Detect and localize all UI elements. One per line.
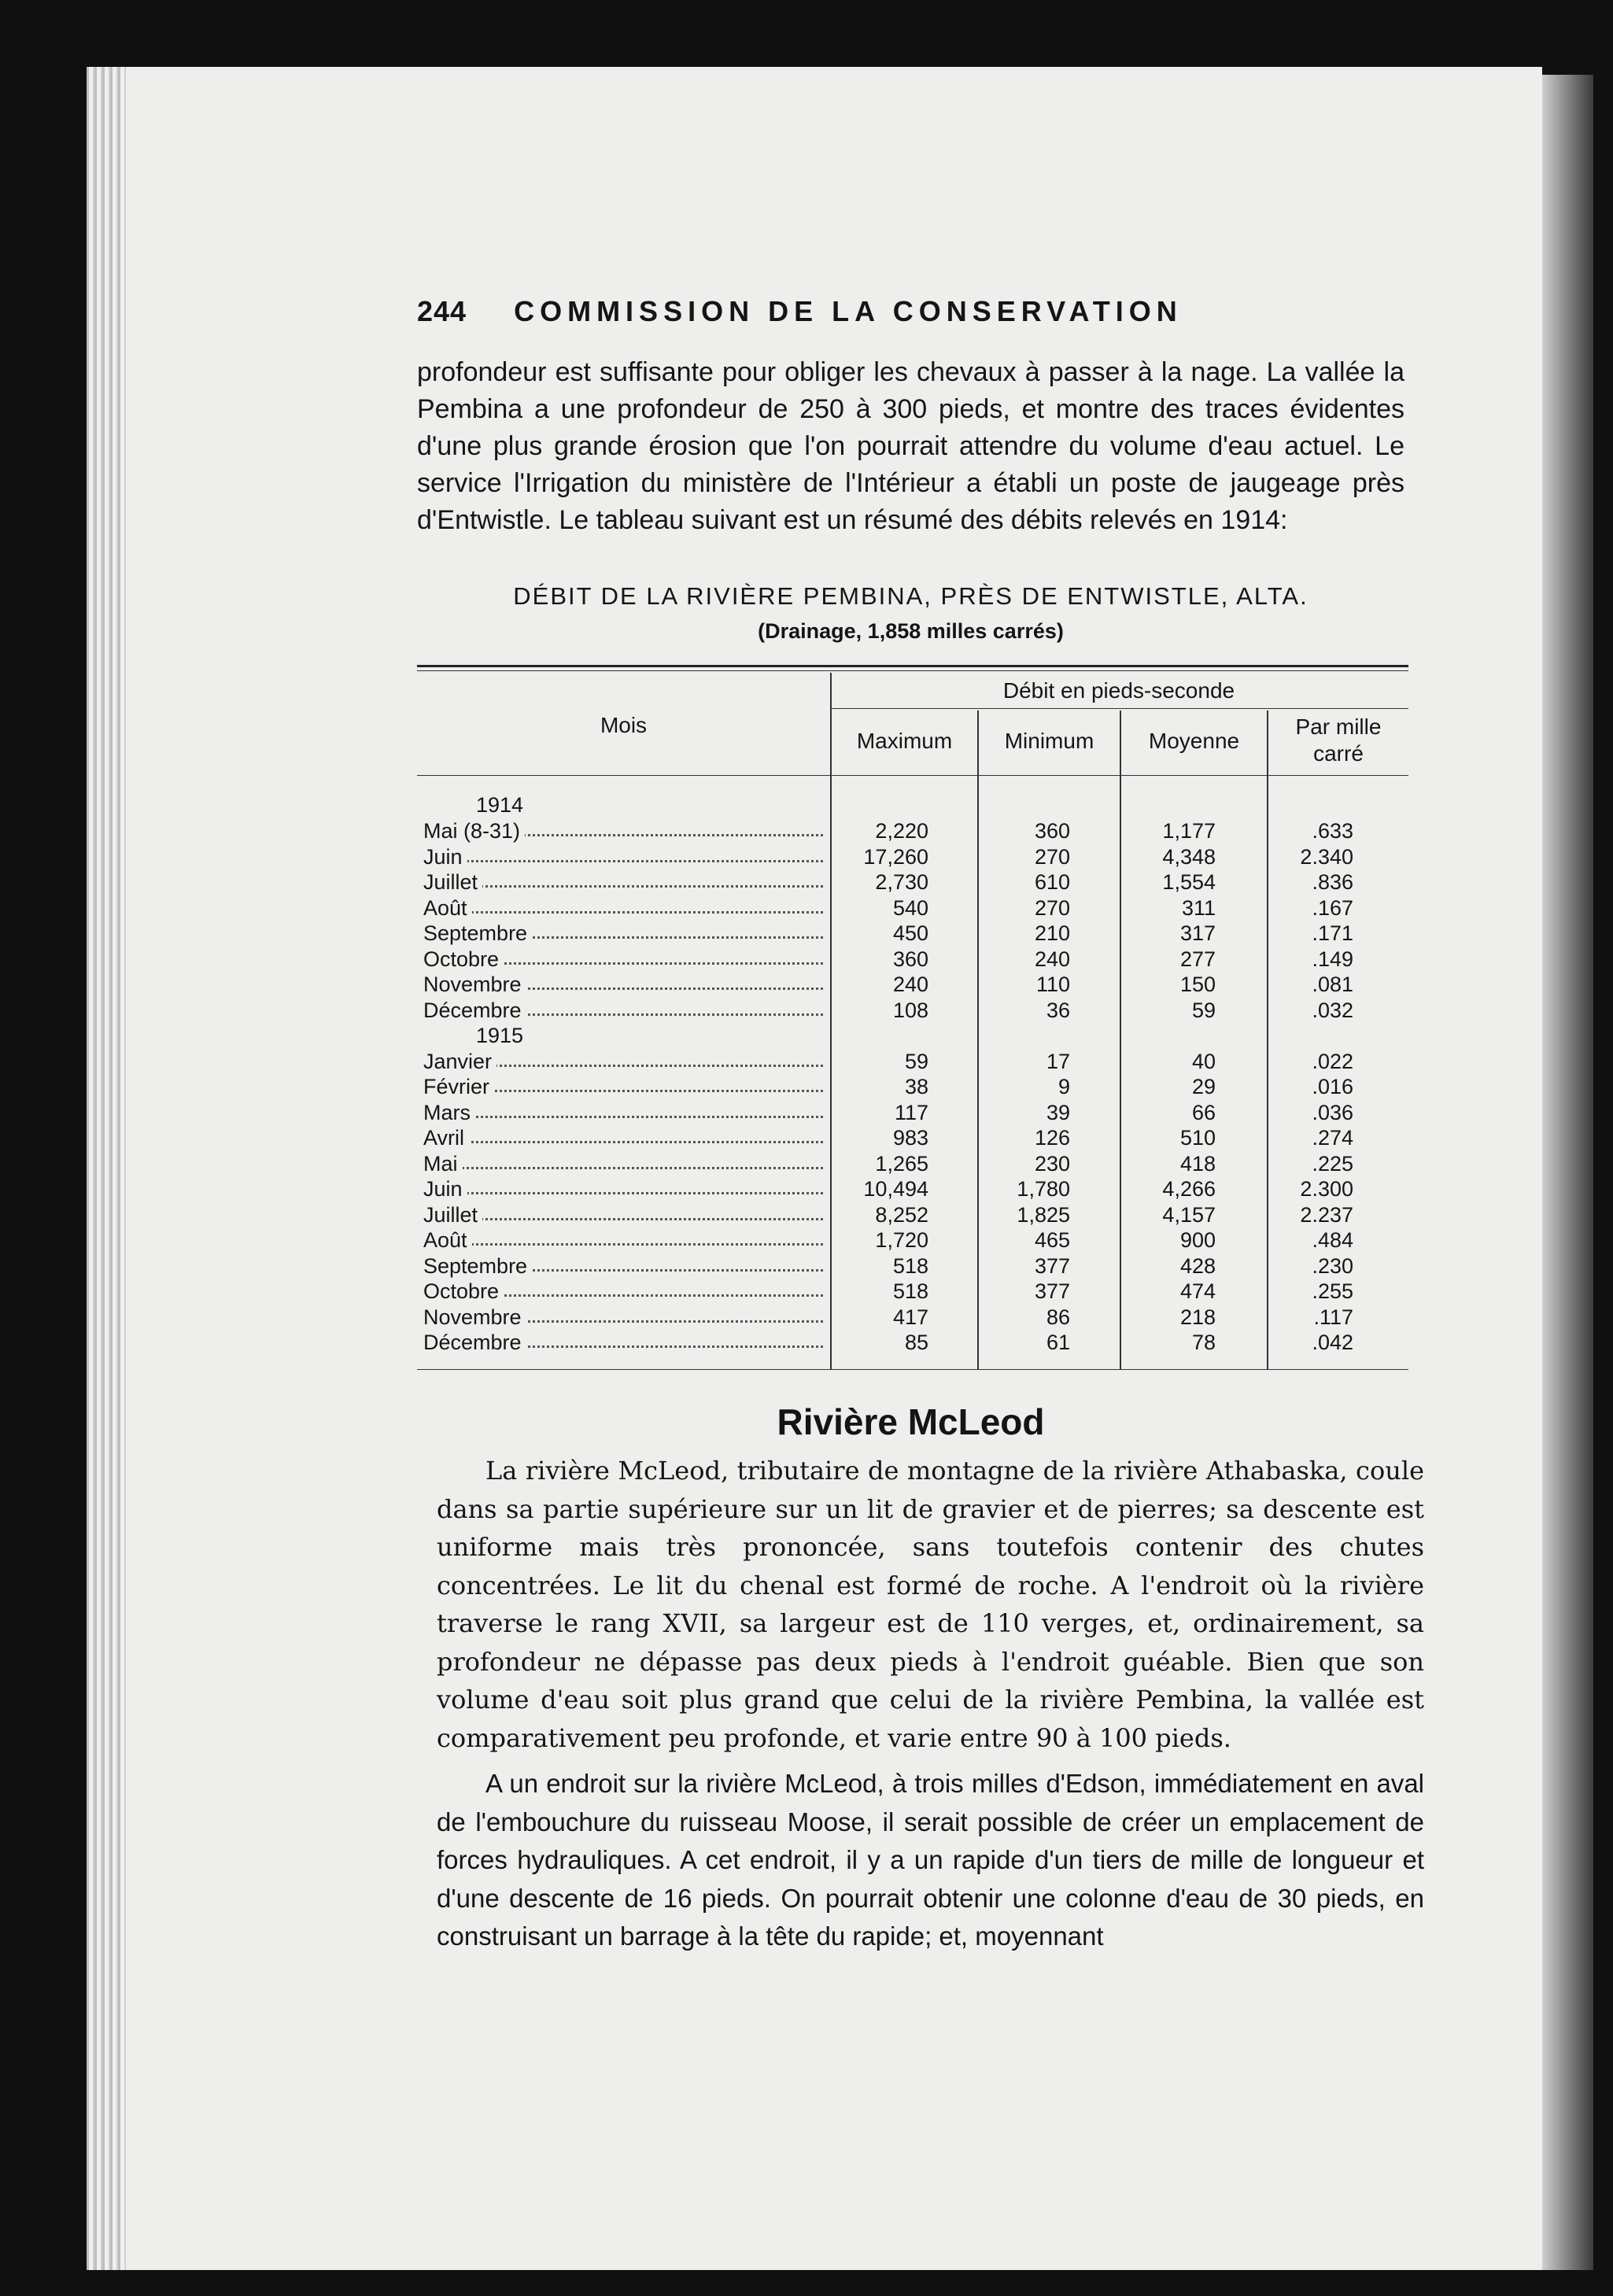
cell-per: 2.237 [1300, 1202, 1353, 1227]
cell-min: 126 [1034, 1126, 1070, 1150]
row-month [423, 921, 826, 946]
cell-mean: 277 [1179, 947, 1216, 971]
row-month [423, 1253, 826, 1279]
table-row [417, 895, 1408, 921]
cell-min: 86 [1046, 1305, 1070, 1329]
cell-mean: 510 [1179, 1126, 1216, 1150]
cell-max: 17,260 [863, 844, 928, 869]
cell-mean: 428 [1179, 1253, 1216, 1278]
table-row [417, 1253, 1408, 1279]
cell-per: 2.340 [1300, 844, 1353, 869]
cell-per: .836 [1312, 870, 1353, 894]
cell-per: .081 [1312, 973, 1353, 996]
cell-mean: 4,266 [1162, 1177, 1216, 1201]
row-month [423, 869, 826, 895]
col-header-per-sq-mile [1268, 714, 1408, 767]
discharge-table [417, 665, 1408, 1373]
cell-min: 377 [1034, 1279, 1070, 1303]
row-month-label: Mai [423, 1152, 463, 1176]
cell-per: .022 [1312, 1049, 1353, 1073]
cell-max: 8,252 [875, 1202, 928, 1227]
table-row [417, 1125, 1408, 1150]
year-label-1915: 1915 [476, 1024, 524, 1047]
section-body [437, 1452, 1424, 1964]
cell-min: 1,825 [1017, 1202, 1070, 1227]
row-month [423, 1305, 826, 1330]
row-month [423, 972, 826, 997]
row-month [423, 895, 826, 921]
year-label-1914: 1914 [476, 793, 524, 817]
row-month-label: Septembre [423, 1254, 532, 1278]
cell-min: 1,780 [1017, 1177, 1070, 1201]
row-month-label: Mars [423, 1101, 475, 1124]
cell-max: 540 [892, 895, 928, 920]
row-month-label: Juillet [423, 1203, 482, 1227]
row-month-label: Juillet [423, 870, 482, 894]
row-month [423, 1151, 826, 1176]
cell-mean: 1,554 [1162, 870, 1216, 894]
cell-min: 9 [1057, 1075, 1070, 1098]
cell-min: 17 [1046, 1049, 1070, 1073]
row-month-label: Juin [423, 845, 467, 869]
cell-min: 377 [1034, 1253, 1070, 1278]
section-paragraph-1: La rivière McLeod, tributaire de montagne de la rivière Athabaska, coule dans sa partie supérieure sur un lit de gravier et de pierres; sa descente est uniforme mais très prononcée, sans toutefois contenir des chutes concentrées. Le lit du chenal est formé de roche. A l'endroit où la rivière traverse le rang XVII, sa largeur est de 110 verges, et, ordinairement, sa profondeur ne dépasse pas deux pieds à l'endroit guéable. Bien que son volume d'eau soit plus grand que celui de la rivière Pembina, la vallée est comparativement peu profonde, et varie entre 90 à 100 pieds. [437, 1456, 1424, 1753]
table-row [417, 972, 1408, 997]
cell-per: .036 [1312, 1100, 1353, 1124]
cell-max: 240 [892, 973, 928, 996]
cell-min: 270 [1034, 844, 1070, 869]
group-header: Débit en pieds-seconde [1002, 678, 1235, 703]
row-month-label: Janvier [423, 1050, 496, 1073]
table-row [417, 1074, 1408, 1099]
table-title: DÉBIT DE LA RIVIÈRE PEMBINA, PRÈS DE ENTWISTLE, ALTA. [513, 582, 1308, 610]
cell-max: 450 [892, 921, 928, 945]
cell-min: 210 [1034, 921, 1070, 945]
table-row [417, 1100, 1408, 1125]
cell-mean: 474 [1179, 1279, 1216, 1303]
cell-per: .016 [1312, 1075, 1353, 1098]
col-header-max: Maximum [856, 729, 953, 753]
col-header-mean: Moyenne [1148, 729, 1240, 753]
cell-min: 36 [1046, 998, 1070, 1022]
cell-max: 1,720 [875, 1228, 928, 1252]
row-month-label: Août [423, 1228, 472, 1252]
row-month [423, 1049, 826, 1074]
row-month [423, 1330, 826, 1355]
cell-mean: 900 [1179, 1228, 1216, 1252]
col-header-min: Minimum [1004, 729, 1094, 753]
row-month-label: Février [423, 1075, 494, 1098]
cell-mean: 418 [1179, 1151, 1216, 1176]
row-month-label: Octobre [423, 947, 504, 971]
row-month [423, 1176, 826, 1202]
cell-per: .255 [1312, 1279, 1353, 1303]
cell-min: 240 [1034, 947, 1070, 971]
cell-mean: 40 [1191, 1049, 1216, 1073]
cell-mean: 4,157 [1162, 1202, 1216, 1227]
row-month [423, 998, 826, 1023]
table-row [417, 1151, 1408, 1176]
table-row [417, 818, 1408, 843]
cell-max: 59 [904, 1049, 928, 1073]
section-title: Rivière McLeod [777, 1401, 1045, 1442]
cell-per: .117 [1313, 1305, 1353, 1329]
cell-mean: 59 [1191, 998, 1216, 1022]
table-subtitle: (Drainage, 1,858 milles carrés) [758, 619, 1064, 643]
section-paragraph-2: A un endroit sur la rivière McLeod, à trois milles d'Edson, immédiatement en aval de l'embouchure du ruisseau Moose, il serait possible de créer un emplacement de forces hydrauliques. A cet endroit, il y a un rapide d'un tiers de mille de longueur et d'une descente de 16 pieds. On pourrait obtenir une colonne d'eau de 30 pieds, en construisant un barrage à la tête du rapide; et, moyennant [437, 1769, 1424, 1951]
cell-max: 983 [892, 1126, 928, 1150]
col-header-per-line1: Par mille [1295, 714, 1382, 739]
row-month-label: Décembre [423, 999, 526, 1022]
table-row [417, 947, 1408, 972]
cell-min: 465 [1034, 1228, 1070, 1252]
cell-max: 518 [892, 1253, 928, 1278]
cell-mean: 4,348 [1162, 844, 1216, 869]
row-month [423, 1074, 826, 1099]
cell-min: 61 [1046, 1331, 1070, 1354]
cell-per: 2.300 [1300, 1177, 1353, 1201]
row-month-label: Mai (8-31) [423, 819, 525, 843]
row-month-label: Novembre [423, 1305, 526, 1329]
row-month [423, 1227, 826, 1253]
row-month [423, 1202, 826, 1227]
row-month-label: Août [423, 896, 472, 920]
intro-paragraph: profondeur est suffisante pour obliger les chevaux à passer à la nage. La vallée la Pembina a une profondeur de 250 à 300 pieds, et montre des traces évidentes d'une plus grande érosion que l'on pourrait attendre du volume d'eau actuel. Le service l'Irrigation du ministère de l'Intérieur a établi un poste de jaugeage près d'Entwistle. Le tableau suivant est un résumé des débits relevés en 1914: [417, 357, 1404, 535]
cell-max: 417 [892, 1305, 928, 1329]
row-month [423, 947, 826, 972]
table-row [417, 1227, 1408, 1253]
cell-mean: 78 [1191, 1331, 1216, 1354]
cell-mean: 218 [1179, 1305, 1216, 1329]
cell-mean: 29 [1191, 1075, 1216, 1098]
cell-per: .149 [1312, 947, 1353, 971]
cell-mean: 311 [1181, 895, 1216, 920]
cell-mean: 1,177 [1162, 819, 1216, 843]
cell-max: 38 [904, 1075, 928, 1098]
cell-max: 360 [892, 947, 928, 971]
col-header-month: Mois [600, 713, 648, 737]
cell-min: 110 [1035, 973, 1070, 996]
cell-min: 39 [1046, 1100, 1070, 1124]
table-row [417, 1049, 1408, 1074]
row-month-label: Octobre [423, 1279, 504, 1303]
cell-max: 2,730 [875, 870, 928, 894]
row-month [423, 818, 826, 843]
running-title: COMMISSION DE LA CONSERVATION [514, 295, 1183, 327]
intro-text [417, 354, 1404, 539]
cell-max: 10,494 [863, 1177, 928, 1201]
row-month-label: Avril [423, 1126, 469, 1150]
page-number: 244 [417, 295, 467, 327]
table-row [417, 869, 1408, 895]
cell-min: 610 [1034, 870, 1070, 894]
cell-min: 360 [1034, 819, 1070, 843]
table-row [417, 1176, 1408, 1202]
cell-per: .633 [1312, 819, 1353, 843]
table-row [417, 1202, 1408, 1227]
table-group-rule [832, 708, 1408, 709]
cell-per: .042 [1312, 1331, 1353, 1354]
cell-min: 270 [1034, 895, 1070, 920]
cell-mean: 317 [1179, 921, 1216, 945]
cell-max: 108 [892, 998, 928, 1022]
cell-max: 117 [894, 1100, 928, 1124]
row-month [423, 1279, 826, 1304]
table-row [417, 921, 1408, 946]
table-row [417, 1330, 1408, 1355]
cell-max: 518 [892, 1279, 928, 1303]
table-top-rule-inner [417, 670, 1408, 671]
cell-per: .484 [1312, 1228, 1353, 1252]
row-month-label: Novembre [423, 973, 526, 996]
table-row [417, 1279, 1408, 1304]
cell-per: .225 [1312, 1151, 1353, 1176]
row-month [423, 1125, 826, 1150]
table-top-rule [417, 665, 1408, 667]
row-month [423, 844, 826, 869]
cell-per: .032 [1312, 998, 1353, 1022]
table-bottom-rule [417, 1369, 1408, 1370]
col-header-per-line2: carré [1313, 741, 1364, 766]
cell-mean: 150 [1179, 973, 1216, 996]
row-month-label: Décembre [423, 1331, 526, 1354]
cell-min: 230 [1034, 1151, 1070, 1176]
cell-mean: 66 [1191, 1100, 1216, 1124]
cell-per: .230 [1312, 1253, 1353, 1278]
row-month-label: Septembre [423, 921, 532, 945]
cell-max: 1,265 [875, 1151, 928, 1176]
cell-per: .167 [1312, 895, 1353, 920]
table-row [417, 844, 1408, 869]
table-header-rule [417, 775, 1408, 776]
table-row [417, 998, 1408, 1023]
book-binding-shadow [1542, 75, 1593, 2270]
row-month [423, 1100, 826, 1125]
cell-per: .171 [1312, 921, 1353, 945]
running-header [417, 295, 1440, 328]
row-month-label: Juin [423, 1177, 467, 1201]
cell-max: 2,220 [875, 819, 928, 843]
cell-max: 85 [904, 1331, 928, 1354]
cell-per: .274 [1312, 1126, 1353, 1150]
table-row [417, 1305, 1408, 1330]
